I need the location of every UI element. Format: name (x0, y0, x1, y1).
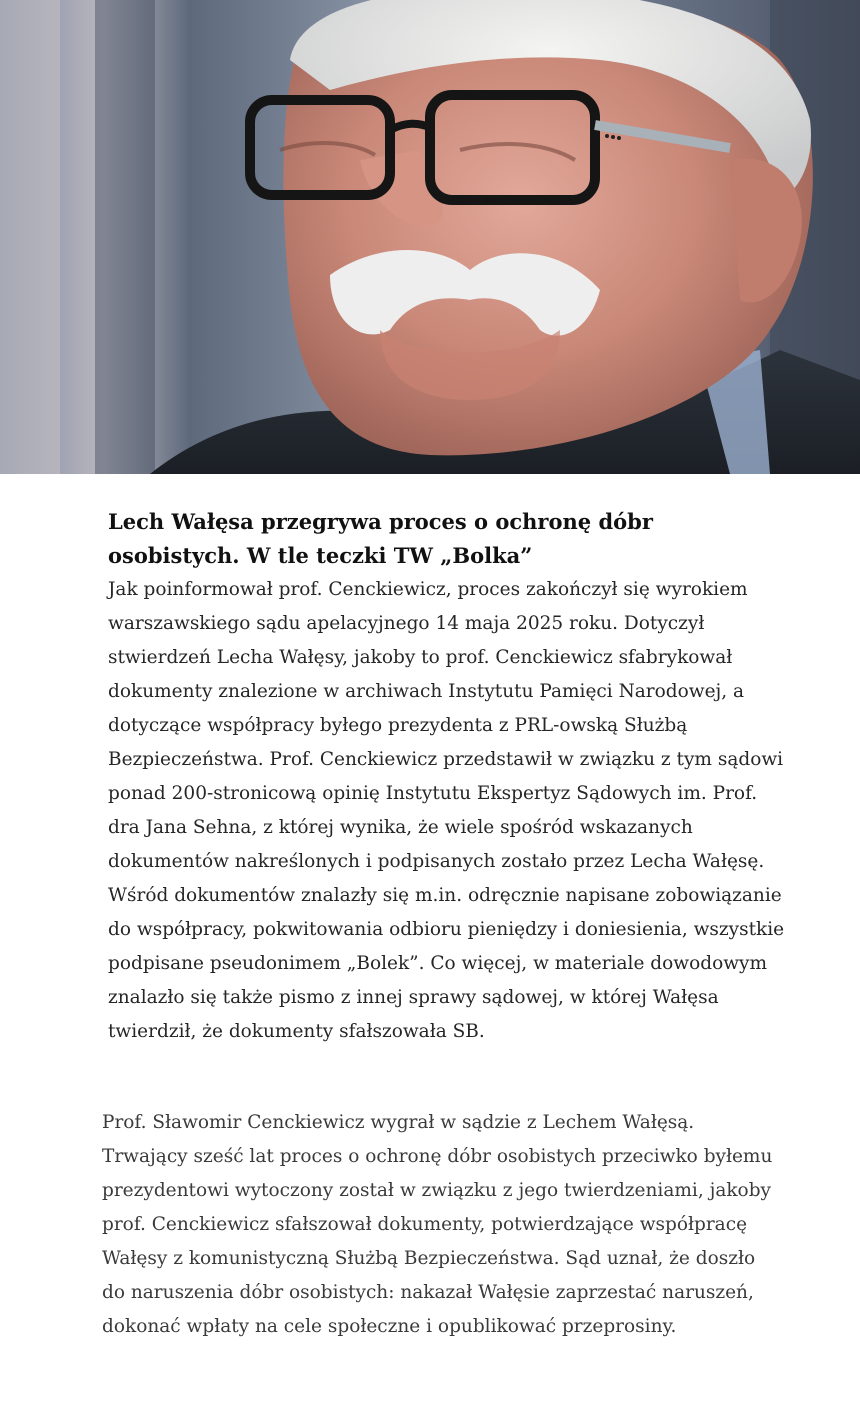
article-body (108, 505, 788, 1049)
article-summary: Prof. Sławomir Cenckiewicz wygrał w sądzie z Lechem Wałęsą. Trwający sześć lat proces o ochronę dóbr osobistych przeciwko byłemu prezydentowi wytoczony został w związku z jego twierdzeniami, jakoby prof. Cenckiewicz sfałszował dokumenty, potwierdzające współpracę Wałęsy z komunistyczną Służbą Bezpieczeństwa. Sąd uznał, że doszło do naruszenia dóbr osobistych: nakazał Wałęsie zaprzestać naruszeń, dokonać wpłaty na cele społeczne i opublikować przeprosiny. (102, 1112, 773, 1337)
article-headline: Lech Wałęsa przegrywa proces o ochronę dóbr osobistych. W tle teczki TW „Bolka” (108, 509, 653, 568)
portrait-image (0, 0, 860, 474)
hero-photo (0, 0, 860, 474)
article-lead: Jak poinformował prof. Cenckiewicz, proces zakończył się wyrokiem warszawskiego sądu apelacyjnego 14 maja 2025 roku. Dotyczył stwierdzeń Lecha Wałęsy, jakoby to prof. Cenckiewicz sfabrykował dokumenty znalezione w archiwach Instytutu Pamięci Narodowej, a dotyczące współpracy byłego prezydenta z PRL-owską Służbą Bezpieczeństwa. Prof. Cenckiewicz przedstawił w związku z tym sądowi ponad 200-stronicową opinię Instytutu Ekspertyz Sądowych im. Prof. dra Jana Sehna, z której wynika, że wiele spośród wskazanych dokumentów nakreślonych i podpisanych zostało przez Lecha Wałęsę. Wśród dokumentów znalazły się m.in. odręcznie napisane zobowiązanie do współpracy, pokwitowania odbioru pieniędzy i doniesienia, wszystkie podpisane pseudonimem „Bolek”. Co więcej, w materiale dowodowym znalazło się także pismo z innej sprawy sądowej, w której Wałęsa twierdził, że dokumenty sfałszowała SB. (108, 579, 785, 1042)
